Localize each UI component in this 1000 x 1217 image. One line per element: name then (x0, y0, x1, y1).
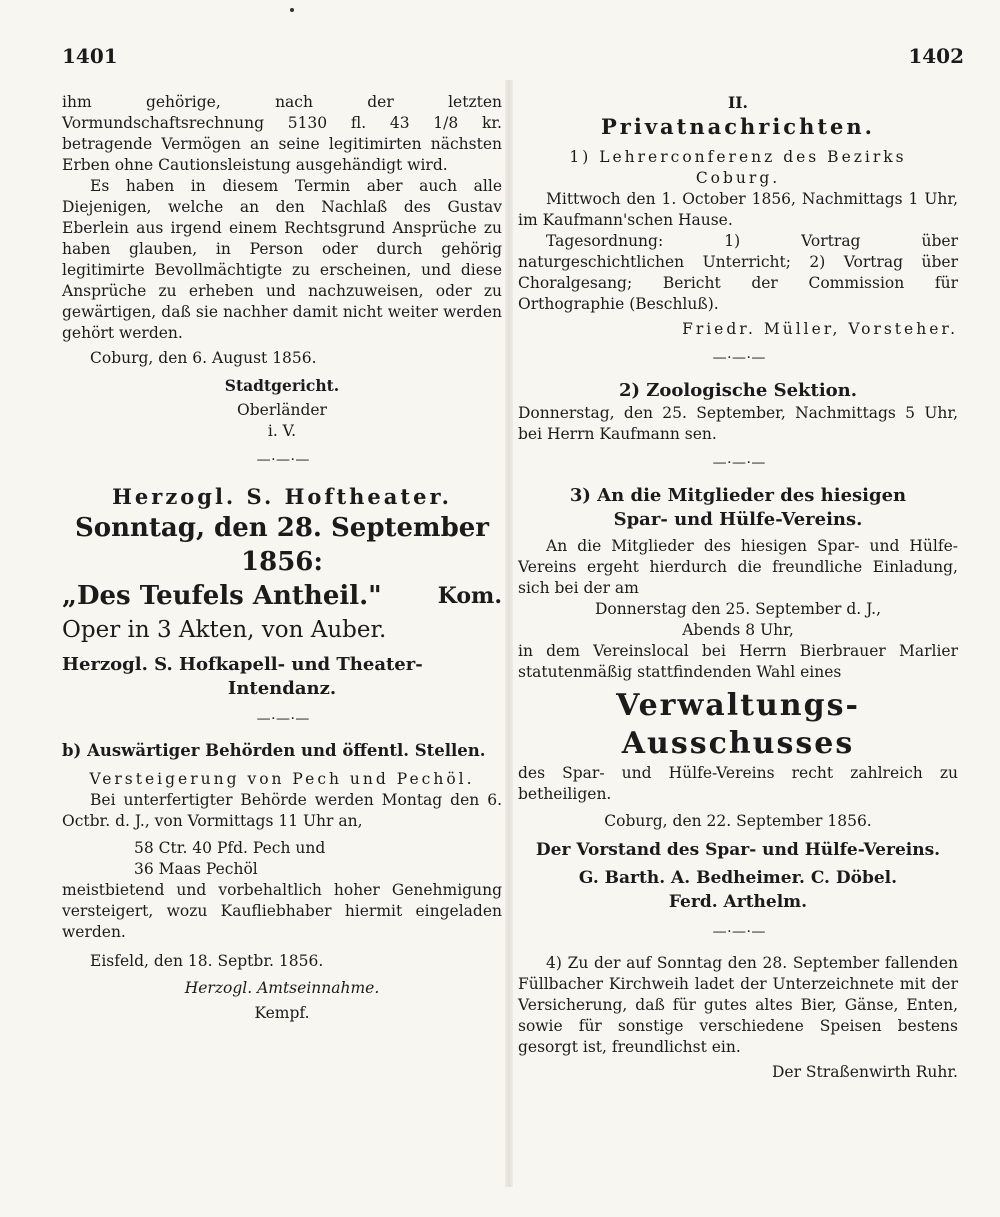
office-name: Herzogl. Amtseinnahme. (184, 979, 380, 997)
play-title: „Des Teufels Antheil." (62, 581, 382, 611)
intendanz-line-2: Intendanz. (227, 678, 337, 699)
notice-4-text: 4) Zu der auf Sonntag den 28. September fallenden Füllbacher Kirchweih ladet der Unterzeichnete mit der Versicherung, daß für gutes altes Bier, Gänse, Enten, sowie für sonstige verschiedene Speisen bestens gesorgt ist, freundlichst ein. (518, 954, 958, 1056)
separator: — · — · — (712, 455, 764, 471)
play-detail: Oper in 3 Akten, von Auber. (62, 617, 387, 643)
separator: — · — · — (256, 711, 308, 727)
ink-spot (290, 8, 294, 12)
notice-1-heading: 1) Lehrerconferenz des Bezirks (569, 148, 907, 166)
section-b-header: b) Auswärtiger Behörden und öffentl. Stellen. (62, 741, 486, 760)
notice-3-dateline: Coburg, den 22. September 1856. (604, 812, 872, 830)
dateline: Coburg, den 6. August 1856. (90, 349, 317, 367)
notice-1-agenda: Tagesordnung: 1) Vortrag über naturgeschichtlichen Unterricht; 2) Vortrag über Choralgesang; Bericht der Commission für Orthographie (Beschluß). (518, 232, 958, 313)
notice-3-text: An die Mitglieder des hiesigen Spar- und Hülfe-Vereins ergeht hierdurch die freundliche Einladung, sich bei der am (518, 537, 958, 597)
auction-item: 58 Ctr. 40 Pfd. Pech und (134, 839, 326, 857)
play-genre: Kom. (437, 583, 502, 609)
section-title: Privatnachrichten. (600, 114, 875, 139)
auction-title: Versteigerung von Pech und Pechöl. (89, 770, 475, 788)
inheritance-paragraph: ihm gehörige, nach der letzten Vormundschaftsrechnung 5130 fl. 43 1/8 kr. betragende Vermögen an seine legitimirten nächsten Erben ohne Cautionsleistung ausgehändigt wird. (62, 93, 502, 174)
left-column (62, 92, 502, 1024)
notice-3-time: Abends 8 Uhr, (682, 621, 794, 639)
separator: — · — · — (712, 350, 764, 366)
notice-3-election-title: Verwaltungs-Ausschusses (616, 688, 860, 761)
page-number-right: 1402 (908, 44, 964, 68)
theater-header: Herzogl. S. Hoftheater. (112, 484, 452, 509)
notice-1-signer: Friedr. Müller, Vorsteher. (682, 320, 958, 338)
summons-paragraph: Es haben in diesem Termin aber auch alle Diejenigen, welche an den Nachlaß des Gustav Eberlein aus irgend einem Rechtsgrund Ansprüche zu haben glauben, in Person oder durch gehörig legitimirte Bevollmächtigte zu erscheinen, und diese Ansprüche zu erheben und nachzuweisen, oder zu gewärtigen, daß sie nachher damit nicht weiter werden gehört werden. (62, 177, 502, 342)
auction-text: Bei unterfertigter Behörde werden Montag den 6. Octbr. d. J., von Vormittags 11 Uhr an, (62, 791, 502, 830)
notice-3-names: G. Barth. A. Bedheimer. C. Döbel. (578, 868, 898, 888)
notice-1-text: Mittwoch den 1. October 1856, Nachmittags 1 Uhr, im Kaufmann'schen Hause. (518, 190, 958, 229)
notice-2-text: Donnerstag, den 25. September, Nachmittags 5 Uhr, bei Herrn Kaufmann sen. (518, 404, 958, 443)
intendanz-line-1: Herzogl. S. Hofkapell- und Theater- (62, 654, 423, 675)
office-signer: Kempf. (254, 1004, 310, 1022)
auction-item: 36 Maas Pechöl (134, 860, 258, 878)
section-number: II. (728, 93, 748, 112)
notice-3-heading: 3) An die Mitglieder des hiesigen (569, 485, 907, 506)
notice-3-place: in dem Vereinslocal bei Herrn Bierbrauer Marlier statutenmäßig stattfindenden Wahl eines (518, 642, 958, 681)
performance-date: Sonntag, den 28. September 1856: (74, 513, 489, 577)
notice-4-signer: Der Straßenwirth Ruhr. (772, 1063, 958, 1081)
page-number-left: 1401 (62, 44, 118, 68)
court-name: Stadtgericht. (224, 376, 340, 395)
right-column (518, 92, 958, 1083)
notice-3-heading-2: Spar- und Hülfe-Vereins. (613, 509, 863, 530)
notice-3-date: Donnerstag den 25. September d. J., (594, 600, 882, 618)
play-title-line (62, 579, 502, 613)
signer-deputy: i. V. (267, 422, 297, 440)
page-fold (505, 80, 513, 1187)
separator: — · — · — (712, 924, 764, 940)
auction-text-2: meistbietend und vorbehaltlich hoher Genehmigung versteigert, wozu Kaufliebhaber hiermit eingeladen werden. (62, 881, 502, 941)
separator: — · — · — (256, 452, 308, 468)
notice-1-heading-2: Coburg. (695, 169, 781, 187)
dateline: Eisfeld, den 18. Septbr. 1856. (90, 952, 324, 970)
notice-2-heading: 2) Zoologische Sektion. (618, 380, 858, 401)
notice-3-names-2: Ferd. Arthelm. (668, 892, 808, 912)
signer-name: Oberländer (237, 401, 327, 419)
notice-3-board: Der Vorstand des Spar- und Hülfe-Vereins. (535, 840, 941, 860)
notice-3-text-2: des Spar- und Hülfe-Vereins recht zahlreich zu betheiligen. (518, 764, 958, 803)
